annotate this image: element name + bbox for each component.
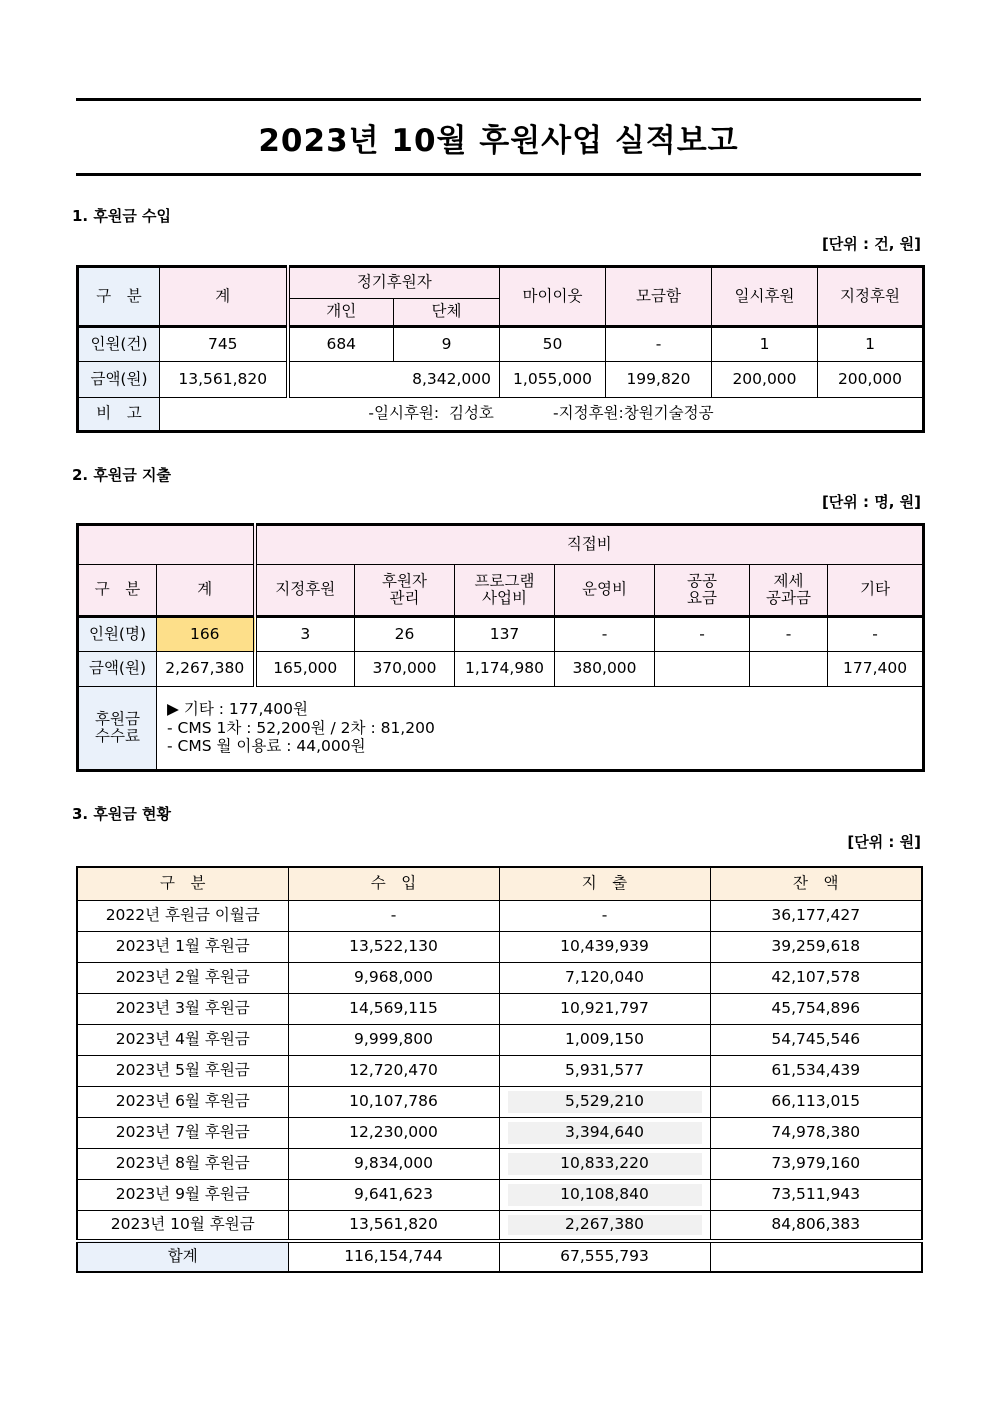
- fee-details: [157, 687, 924, 771]
- hdr-individual: 개인: [288, 299, 394, 327]
- count-individual: 684: [288, 327, 394, 362]
- row-balance: 73,511,943: [710, 1179, 922, 1210]
- hdr2-utility: 공공 요금: [655, 565, 750, 617]
- row-balance: 61,534,439: [710, 1055, 922, 1086]
- row-income: 9,641,623: [288, 1179, 499, 1210]
- row-income: 12,230,000: [288, 1117, 499, 1148]
- row-income: 12,720,470: [288, 1055, 499, 1086]
- hdr-box: 모금함: [606, 267, 712, 327]
- hdr2-operating: 운영비: [555, 565, 655, 617]
- section3-heading: 3. 후원금 현황: [72, 805, 172, 823]
- hdr-designated: 지정후원: [818, 267, 924, 327]
- fee-line-1: ▶ 기타 : 177,400원: [167, 699, 308, 718]
- hdr3-gubun: 구 분: [77, 867, 288, 900]
- row-income: 14,569,115: [288, 993, 499, 1024]
- amount2-donor-mgmt: 370,000: [355, 652, 455, 687]
- count2-operating: -: [555, 617, 655, 652]
- row-expense: 10,921,797: [499, 993, 710, 1024]
- row-balance: 36,177,427: [710, 900, 922, 931]
- count-box: -: [606, 327, 712, 362]
- section3-unit: [단위 : 원]: [847, 833, 921, 851]
- row-income: 10,107,786: [288, 1086, 499, 1117]
- title-box: [76, 98, 921, 176]
- hdr2-total: 계: [157, 565, 255, 617]
- row-expense: 7,120,040: [499, 962, 710, 993]
- total-expense: 67,555,793: [499, 1241, 710, 1272]
- row-expense: 5,931,577: [499, 1055, 710, 1086]
- count-onetime: 1: [712, 327, 818, 362]
- row-label: 2023년 5월 후원금: [77, 1055, 288, 1086]
- table-row: [77, 900, 922, 931]
- amount2-program: 1,174,980: [455, 652, 555, 687]
- row-label: 2023년 1월 후원금: [77, 931, 288, 962]
- hdr2-program: 프로그램 사업비: [455, 565, 555, 617]
- section1-heading: 1. 후원금 수입: [72, 207, 172, 225]
- count2-donor-mgmt: 26: [355, 617, 455, 652]
- table-row: [77, 993, 922, 1024]
- income-table: [76, 265, 925, 433]
- amount-onetime: 200,000: [712, 362, 818, 398]
- hdr3-income: 수 입: [288, 867, 499, 900]
- row-income: 9,834,000: [288, 1148, 499, 1179]
- row-expense: 10,108,840: [499, 1179, 710, 1210]
- amount2-tax: [750, 652, 828, 687]
- table-row: [77, 1210, 922, 1241]
- count-designated: 1: [818, 327, 924, 362]
- count-group: 9: [394, 327, 500, 362]
- row-expense: 3,394,640: [499, 1117, 710, 1148]
- row-label: 2023년 2월 후원금: [77, 962, 288, 993]
- count2-total: 166: [157, 617, 255, 652]
- amount-box: 199,820: [606, 362, 712, 398]
- row-count-label: 인원(건): [78, 327, 160, 362]
- hdr-onetime: 일시후원: [712, 267, 818, 327]
- total-income: 116,154,744: [288, 1241, 499, 1272]
- hdr3-expense: 지 출: [499, 867, 710, 900]
- count2-program: 137: [455, 617, 555, 652]
- row-income: 13,522,130: [288, 931, 499, 962]
- count2-utility: -: [655, 617, 750, 652]
- row-expense: 10,439,939: [499, 931, 710, 962]
- count-myeoi: 50: [500, 327, 606, 362]
- amount-myeoi: 1,055,000: [500, 362, 606, 398]
- total-label: 합계: [77, 1241, 288, 1272]
- fee-line-2: - CMS 1차 : 52,200원 / 2차 : 81,200: [167, 718, 435, 737]
- row-income: 13,561,820: [288, 1210, 499, 1241]
- section2-heading: 2. 후원금 지출: [72, 466, 172, 484]
- row-balance: 74,978,380: [710, 1117, 922, 1148]
- hdr-myeoi: 마이이웃: [500, 267, 606, 327]
- count2-other: -: [828, 617, 924, 652]
- hdr2-donor-mgmt: 후원자 관리: [355, 565, 455, 617]
- row-balance: 45,754,896: [710, 993, 922, 1024]
- row-label: 2023년 8월 후원금: [77, 1148, 288, 1179]
- row-balance: 39,259,618: [710, 931, 922, 962]
- row-income: 9,968,000: [288, 962, 499, 993]
- row-label: 2023년 7월 후원금: [77, 1117, 288, 1148]
- row-balance: 66,113,015: [710, 1086, 922, 1117]
- row-balance: 84,806,383: [710, 1210, 922, 1241]
- section2-unit: [단위 : 명, 원]: [821, 493, 921, 511]
- row-label: 2023년 10월 후원금: [77, 1210, 288, 1241]
- amount2-operating: 380,000: [555, 652, 655, 687]
- balance-table: [76, 866, 923, 1273]
- table-row: [77, 1024, 922, 1055]
- amount-total: 13,561,820: [160, 362, 288, 398]
- row-income: -: [288, 900, 499, 931]
- row-balance: 54,745,546: [710, 1024, 922, 1055]
- amount2-other: 177,400: [828, 652, 924, 687]
- hdr2-designated: 지정후원: [255, 565, 355, 617]
- row-expense: 1,009,150: [499, 1024, 710, 1055]
- expense-table: [76, 523, 925, 772]
- hdr-direct: 직접비: [255, 525, 924, 565]
- hdr2-other: 기타: [828, 565, 924, 617]
- amount2-total: 2,267,380: [157, 652, 255, 687]
- table-row: [77, 1117, 922, 1148]
- hdr-group: 단체: [394, 299, 500, 327]
- row-balance: 42,107,578: [710, 962, 922, 993]
- row-expense: -: [499, 900, 710, 931]
- row-expense: 10,833,220: [499, 1148, 710, 1179]
- row-amount-label: 금액(원): [78, 362, 160, 398]
- table-row: [77, 1179, 922, 1210]
- table-row: [77, 1055, 922, 1086]
- amount2-designated: 165,000: [255, 652, 355, 687]
- hdr-gubun: 구 분: [78, 267, 160, 327]
- row-label: 2023년 3월 후원금: [77, 993, 288, 1024]
- table-row: [77, 962, 922, 993]
- count2-tax: -: [750, 617, 828, 652]
- table-row: [77, 1086, 922, 1117]
- row-expense: 5,529,210: [499, 1086, 710, 1117]
- section1-unit: [단위 : 건, 원]: [821, 235, 921, 253]
- table-row: [77, 1148, 922, 1179]
- note-text: -일시후원: 김성호 -지정후원:창원기술정공: [160, 398, 924, 432]
- row-note-label: 비 고: [78, 398, 160, 432]
- amount2-utility: [655, 652, 750, 687]
- table-row: [77, 931, 922, 962]
- row-expense: 2,267,380: [499, 1210, 710, 1241]
- row-label: 2023년 4월 후원금: [77, 1024, 288, 1055]
- amount-designated: 200,000: [818, 362, 924, 398]
- row-label: 2023년 9월 후원금: [77, 1179, 288, 1210]
- row-income: 9,999,800: [288, 1024, 499, 1055]
- row-label: 2023년 6월 후원금: [77, 1086, 288, 1117]
- hdr-total: 계: [160, 267, 288, 327]
- row-balance: 73,979,160: [710, 1148, 922, 1179]
- hdr2-tax: 제세 공과금: [750, 565, 828, 617]
- total-balance: [710, 1241, 922, 1272]
- count-total: 745: [160, 327, 288, 362]
- total-row: [77, 1241, 922, 1272]
- amount-regular: 8,342,000: [288, 362, 500, 398]
- page-title: 2023년 10월 후원사업 실적보고: [258, 122, 739, 159]
- hdr-blank: [78, 525, 255, 565]
- row-label: 2022년 후원금 이월금: [77, 900, 288, 931]
- row2-fee-label: 후원금 수수료: [78, 687, 157, 771]
- hdr3-balance: 잔 액: [710, 867, 922, 900]
- row2-count-label: 인원(명): [78, 617, 157, 652]
- fee-line-3: - CMS 월 이용료 : 44,000원: [167, 737, 366, 756]
- count2-designated: 3: [255, 617, 355, 652]
- row2-amount-label: 금액(원): [78, 652, 157, 687]
- hdr2-gubun: 구 분: [78, 565, 157, 617]
- hdr-regular: 정기후원자: [288, 267, 500, 299]
